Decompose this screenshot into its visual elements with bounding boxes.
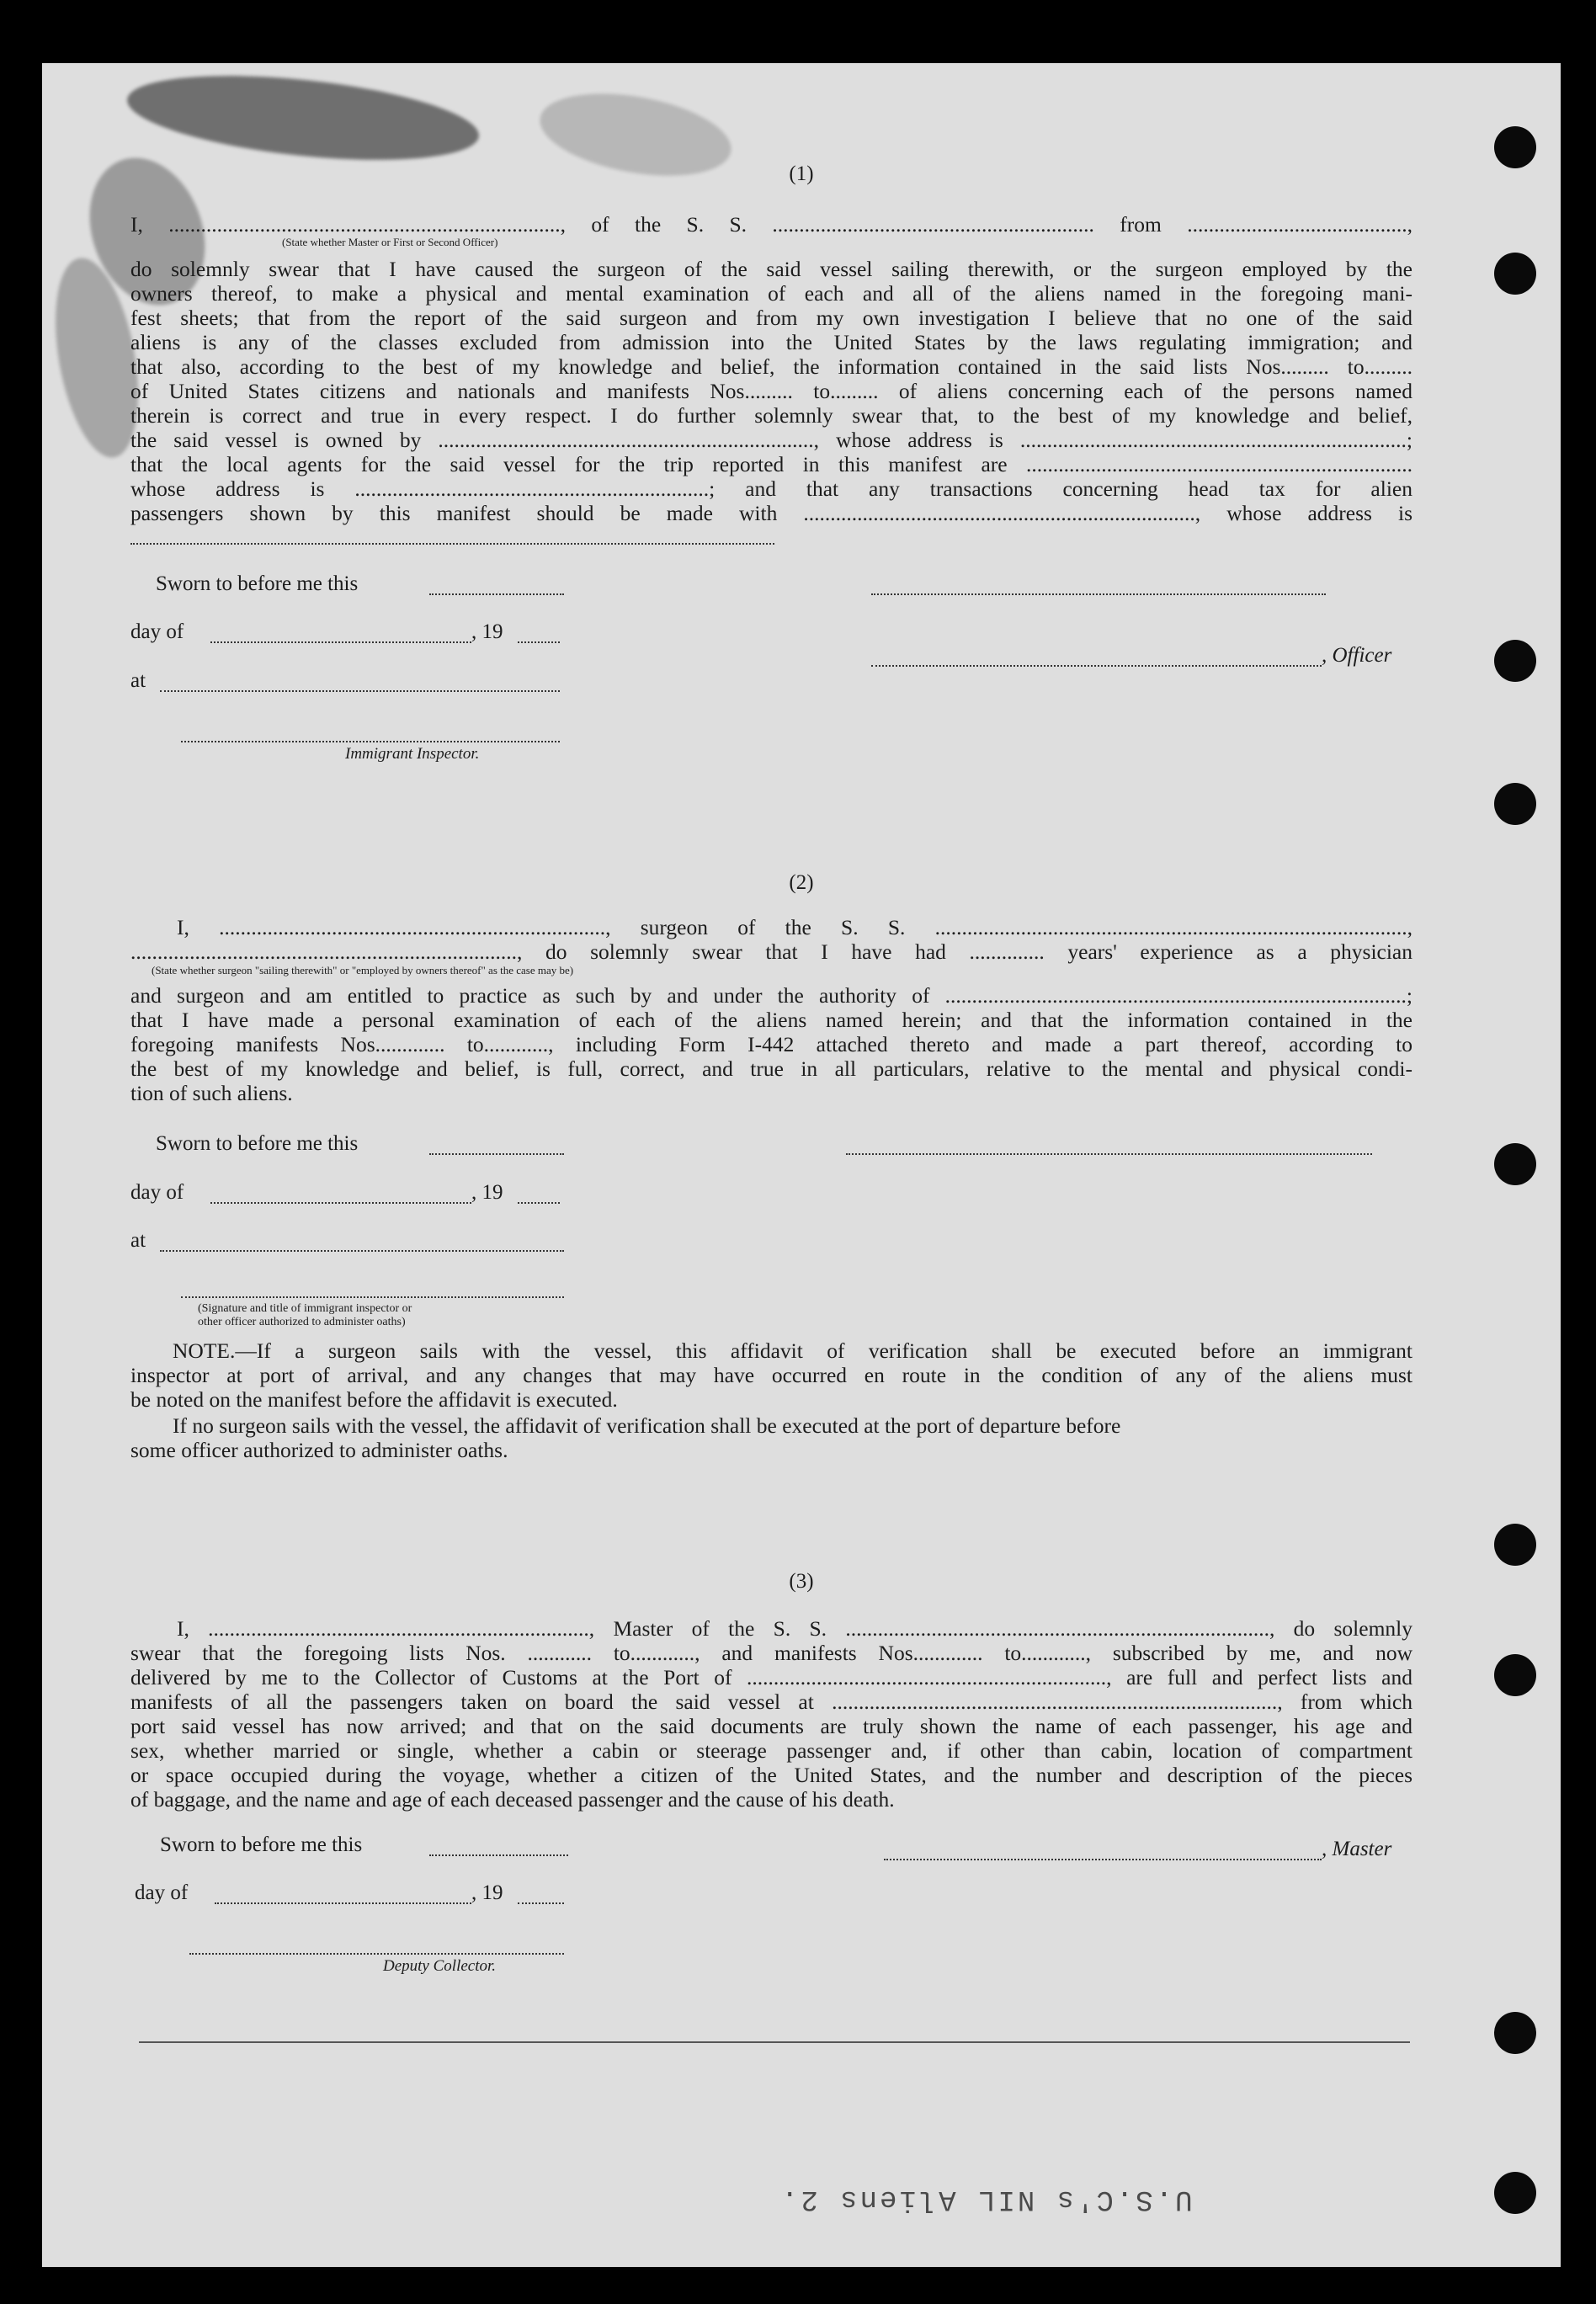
aliens-stamp: U.S.C's NIL Aliens 2. (779, 2183, 1193, 2215)
at-label: at (130, 669, 146, 692)
collector-signature-line (189, 1953, 564, 1955)
punch-hole (1494, 2012, 1536, 2054)
punch-hole (1494, 2172, 1536, 2214)
inspector-signature-line (181, 741, 560, 742)
officer-signature-line (871, 593, 1326, 595)
officer-label: , Officer (1322, 644, 1392, 667)
year-line (518, 1202, 560, 1204)
section-1-text-line: that the local agents for the said vessel for the trip reported in this manifest are ........................................................................ (130, 452, 1412, 476)
section-1-text-line: fest sheets; that from the report of the said surgeon and from my own investigation I believe that no one of the said (130, 306, 1412, 330)
punch-hole (1494, 640, 1536, 682)
note-line: be noted on the manifest before the affidavit is executed. (130, 1387, 618, 1412)
section-3-line: delivered by me to the Collector of Customs at the Port of ..................................................................., are full and perfect lists and (130, 1665, 1412, 1689)
year-label: , 19 (471, 1181, 503, 1204)
at-label: at (130, 1229, 146, 1252)
section-1-line-1: I, ........................................................................., of the S. S. ............................................................ from ........................................., (130, 212, 1412, 237)
section-1-text-line: whose address is ..................................................................; and that any transactions concerning head tax for alien (130, 476, 1412, 501)
section-2-line-2: ........................................................................, do solemnly swear that I have had .............. years' experience as a physician (130, 939, 1412, 964)
section-1-text-line: that also, according to the best of my knowledge and belief, the information contained in the said lists Nos......... to......... (130, 354, 1412, 379)
ink-smudge (123, 63, 482, 174)
sworn-label: Sworn to before me this (156, 572, 359, 595)
manifest-affidavit-page (42, 63, 1561, 2267)
at-line (160, 690, 560, 692)
section-2-text-line: and surgeon and am entitled to practice as such by and under the authority of ......................................................................................; (130, 983, 1412, 1008)
punch-hole (1494, 783, 1536, 825)
day-of-label: day of (130, 1181, 184, 1204)
address-line (130, 543, 774, 545)
note-line: If no surgeon sails with the vessel, the affidavit of verification shall be executed at the port of departure before (173, 1413, 1121, 1438)
section-1-text-line: aliens is any of the classes excluded from admission into the United States by the laws regulating immigration; and (130, 330, 1412, 354)
section-3-line: sex, whether married or single, whether a cabin or steerage passenger and, if other than cabin, location of compartment (130, 1738, 1412, 1763)
immigrant-inspector-caption: Immigrant Inspector. (345, 745, 480, 763)
section-2-line-1: I, ........................................................................, surgeon of the S. S. ........................................................................................, (177, 915, 1412, 939)
section-2-text-line: the best of my knowledge and belief, is full, correct, and true in all particulars, relative to the mental and physical condi- (130, 1056, 1412, 1081)
year-label: , 19 (471, 1881, 503, 1904)
section-2-text-line: that I have made a personal examination of each of the aliens named herein; and that the information contained in the (130, 1008, 1412, 1032)
section-1-text-line: passengers shown by this manifest should be made with ........................................................................., whose address is (130, 501, 1412, 525)
section-1-text-line: owners thereof, to make a physical and mental examination of each and all of the aliens named in the foregoing mani- (130, 281, 1412, 306)
punch-hole (1494, 253, 1536, 295)
section-1-text-line: the said vessel is owned by ......................................................................, whose address is ........................................................................; (130, 428, 1412, 452)
section-3-last: of baggage, and the name and age of each deceased passenger and the cause of his death. (130, 1787, 895, 1812)
officer-line (871, 665, 1322, 667)
sworn-date-line (429, 593, 564, 595)
section-1-number: (1) (789, 162, 814, 185)
inspector-signature-line (181, 1296, 564, 1298)
at-line (160, 1250, 564, 1252)
year-line (518, 641, 560, 643)
section-1-hint: (State whether Master or First or Second Officer) (282, 236, 498, 248)
section-3-line: port said vessel has now arrived; and that on the said documents are truly shown the name of each passenger, his age and (130, 1714, 1412, 1738)
sworn-date-line (429, 1153, 564, 1155)
master-label: , Master (1322, 1838, 1392, 1860)
surgeon-signature-line (846, 1153, 1372, 1155)
punch-hole (1494, 1524, 1536, 1566)
section-3-line: or space occupied during the voyage, whether a citizen of the United States, and the number and description of the pieces (130, 1763, 1412, 1787)
section-2-number: (2) (789, 871, 814, 894)
note-line: NOTE.—If a surgeon sails with the vessel, this affidavit of verification shall be executed before an immigrant (173, 1338, 1412, 1363)
year-line (518, 1902, 564, 1904)
sworn-label: Sworn to before me this (156, 1132, 359, 1155)
section-3-line: I, ......................................................................., Master of the S. S. ..............................................................................., do solemnly (177, 1616, 1412, 1641)
section-1-text-line: of United States citizens and nationals and manifests Nos......... to......... of aliens concerning each of the persons named (130, 379, 1412, 403)
section-1-text-line: therein is correct and true in every respect. I do further solemnly swear that, to the best of my knowledge and belief, (130, 403, 1412, 428)
note-line: inspector at port of arrival, and any changes that may have occurred en route in the condition of any of the aliens must (130, 1363, 1412, 1387)
section-3-number: (3) (789, 1570, 814, 1593)
note-line: some officer authorized to administer oaths. (130, 1438, 508, 1462)
day-of-label: day of (130, 620, 184, 643)
punch-hole (1494, 1143, 1536, 1185)
punch-hole (1494, 1654, 1536, 1696)
day-of-label: day of (135, 1881, 189, 1904)
section-2-hint: (State whether surgeon "sailing therewith" or "employed by owners thereof" as the case may be) (152, 964, 574, 976)
signature-caption: other officer authorized to administer oaths) (198, 1316, 406, 1328)
sworn-label: Sworn to before me this (160, 1833, 363, 1856)
section-3-line: swear that the foregoing lists Nos. ............ to............, and manifests Nos............. to............, subscribed by me, and now (130, 1641, 1412, 1665)
signature-caption: (Signature and title of immigrant inspector or (198, 1302, 412, 1315)
bottom-rule (139, 2041, 1410, 2043)
section-2-text-last: tion of such aliens. (130, 1081, 293, 1105)
section-3-line: manifests of all the passengers taken on board the said vessel at ..................................................................................., from which (130, 1689, 1412, 1714)
deputy-collector-caption: Deputy Collector. (383, 1957, 497, 1975)
master-signature-line (884, 1859, 1322, 1860)
sworn-date-line (429, 1854, 568, 1856)
section-2-text-line: foregoing manifests Nos............. to............, including Form I-442 attached thereto and made a part thereof, according to (130, 1032, 1412, 1056)
day-line (215, 1902, 471, 1904)
day-line (210, 1202, 471, 1204)
section-1-text-line: do solemnly swear that I have caused the surgeon of the said vessel sailing therewith, or the surgeon employed by the (130, 257, 1412, 281)
day-line (210, 641, 471, 643)
year-label: , 19 (471, 620, 503, 643)
